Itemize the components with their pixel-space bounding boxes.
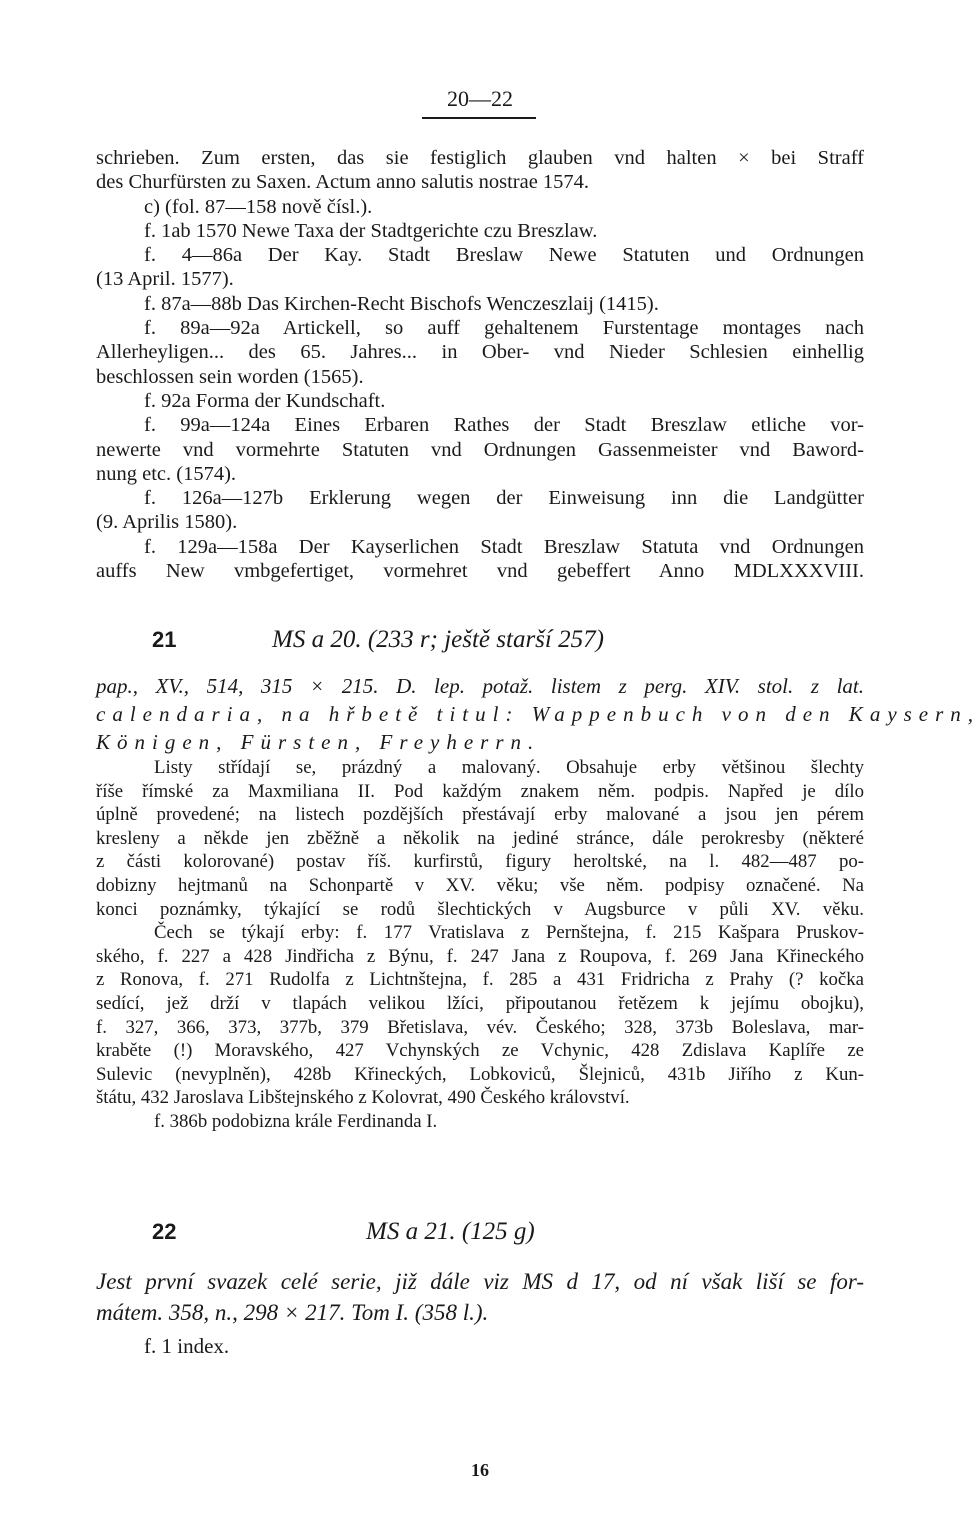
header-rule [422, 117, 536, 119]
entry-21-description [96, 672, 980, 756]
text-line: dobizny hejtmanů na Schonpartě v XV. věku; vše něm. podpisy označené. Na [96, 874, 864, 896]
entry-number: 22 [152, 1219, 177, 1244]
text-line: f. 87a—88b Das Kirchen-Recht Bischofs Wenczeszlaij (1415). [144, 292, 659, 315]
text-line: c) (fol. 87—158 nově čísl.). [144, 195, 373, 218]
text-line: beschlossen sein worden (1565). [96, 365, 364, 388]
document-page [96, 0, 980, 1520]
text-line: f. 89a—92a Artickell, so auff gehaltenem Furstentage montages nach [144, 317, 864, 340]
text-line: sedící, jež drží v tlapách velikou lžíci, připoutanou řetězem k jejímu obojku), [96, 992, 864, 1014]
description-line: pap., XV., 514, 315 × 215. D. lep. potaž. listem z perg. XIV. stol. z lat. [96, 674, 864, 698]
text-line: úplně provedené; na listech pozdějších přestávají erby malované a jsou jen pérem [96, 804, 864, 826]
text-line: newerte vnd vormehrte Statuten vnd Ordnungen Gassenmeister vnd Baword- [96, 438, 864, 461]
text-line: štátu, 432 Jaroslava Libštejnského z Kolovrat, 490 Českého království. [96, 1087, 630, 1109]
text-line: konci poznámky, týkající se rodů šlechtických v Augsburce v půli XV. věku. [96, 898, 864, 920]
entry-22-heading [96, 1212, 864, 1252]
text-line: schrieben. Zum ersten, das sie festiglich glauben vnd halten × bei Straff [96, 147, 864, 169]
running-header: 20—22 [447, 86, 513, 111]
entry-title: MS a 21. (125 g) [366, 1218, 535, 1245]
text-line: f. 92a Forma der Kundschaft. [144, 389, 386, 412]
text-line: f. 126a—127b Erklerung wegen der Einweisung inn die Landgütter [144, 487, 864, 510]
text-line: ského, f. 227 a 428 Jindřicha z Býnu, f. 247 Jana z Roupova, f. 269 Jana Křineckého [96, 945, 864, 967]
text-line: (9. Aprilis 1580). [96, 511, 238, 534]
text-line: f. 99a—124a Eines Erbaren Rathes der Stadt Breszlaw etliche vor- [144, 414, 864, 437]
entry-title: MS a 20. (233 r; ještě starší 257) [272, 626, 604, 653]
text-line: f. 4—86a Der Kay. Stadt Breslaw Newe Statuten und Ordnungen [144, 244, 864, 267]
text-line: nung etc. (1574). [96, 462, 237, 485]
entry-22-description [96, 1266, 864, 1328]
text-line: Čech se týkají erby: f. 177 Vratislava z Pernštejna, f. 215 Kašpara Pruskov- [154, 922, 864, 944]
text-line: f. 1ab 1570 Newe Taxa der Stadtgerichte czu Breszlaw. [144, 219, 598, 242]
text-line: kresleny a někde jen zběžně a několik na jediné stránce, dále perokresby (některé [96, 827, 864, 849]
text-line: Allerheyligen... des 65. Jahres... in Ober- vnd Nieder Schlesien einhellig [96, 341, 864, 364]
text-line: kraběte (!) Moravského, 427 Vchynských ze Vchynic, 428 Zdislava Kaplíře ze [96, 1040, 864, 1062]
text-line: f. 1 index. [144, 1334, 230, 1358]
text-line: Sulevic (nevyplněn), 428b Křineckých, Lobkoviců, Šlejniců, 431b Jiřího z Kun- [96, 1063, 864, 1085]
text-line: auffs New vmbgefertiget, vormehret vnd gebeffert Anno MDLXXXVIII. [96, 560, 864, 583]
text-line: z části kolorované) postav říš. kurfirstů, figury heroltské, na l. 482—487 po- [96, 851, 864, 873]
description-line: calendaria, na hřbetě titul: Wappenbuch von den Kaysern, [96, 702, 980, 726]
text-line: (13 April. 1577). [96, 268, 234, 291]
description-line: Jest první svazek celé serie, již dále viz MS d 17, od ní však liší se for- [96, 1269, 864, 1294]
description-line: mátem. 358, n., 298 × 217. Tom I. (358 l.). [96, 1300, 489, 1325]
entry-20-continuation [96, 146, 864, 583]
entry-22-body [96, 1334, 864, 1358]
text-line: f. 129a—158a Der Kayserlichen Stadt Breszlaw Statuta vnd Ordnungen [144, 535, 864, 558]
description-line: Königen, Fürsten, Freyherrn. [96, 730, 541, 754]
page-number: 16 [471, 1460, 489, 1480]
text-line: f. 327, 366, 373, 377b, 379 Břetislava, vév. Českého; 328, 373b Boleslava, mar- [96, 1016, 864, 1038]
entry-21-body [96, 756, 864, 1134]
text-line: f. 386b podobizna krále Ferdinanda I. [154, 1110, 438, 1132]
text-line: des Churfürsten zu Saxen. Actum anno salutis nostrae 1574. [96, 171, 590, 194]
text-line: z Ronova, f. 271 Rudolfa z Lichtnštejna, f. 285 a 431 Fridricha z Prahy (? kočka [96, 969, 864, 991]
entry-number: 21 [152, 627, 177, 652]
entry-21-heading [96, 620, 864, 660]
text-line: říše římské za Maxmiliana II. Pod každým znakem něm. podpis. Napřed je dílo [96, 780, 864, 802]
text-line: Listy střídají se, prázdný a malovaný. Obsahuje erby většinou šlechty [154, 757, 864, 778]
